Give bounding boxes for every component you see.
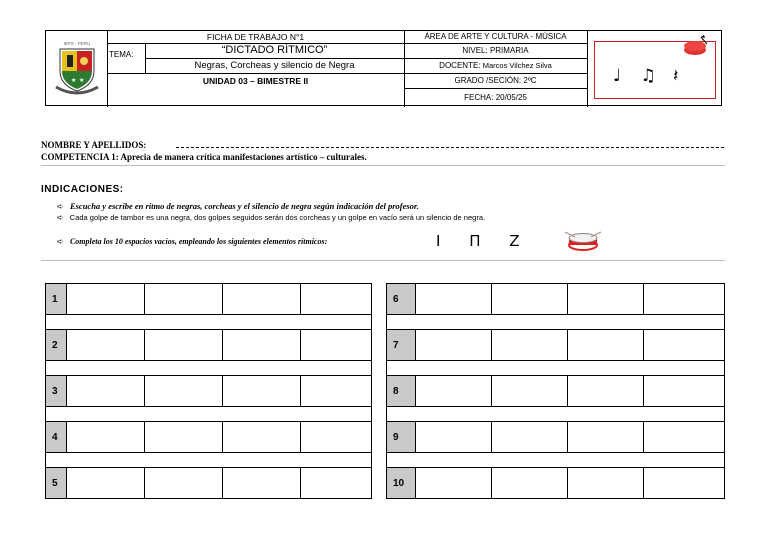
answer-cell[interactable] bbox=[415, 329, 492, 361]
docente-line bbox=[404, 58, 587, 73]
divider bbox=[41, 165, 725, 166]
answer-cell[interactable] bbox=[415, 421, 492, 453]
row-spacer bbox=[45, 452, 372, 468]
negra-symbol: I bbox=[436, 232, 441, 250]
answer-cell[interactable] bbox=[567, 421, 644, 453]
answer-cell[interactable] bbox=[491, 421, 568, 453]
area-label: ÁREA DE ARTE Y CULTURA - MÚSICA bbox=[424, 32, 567, 41]
row-spacer bbox=[386, 314, 725, 330]
topic-subtitle: Negras, Corcheas y silencio de Negra bbox=[194, 60, 355, 71]
answer-cell[interactable] bbox=[567, 283, 644, 315]
exercise-number: 7 bbox=[386, 329, 416, 361]
instruction-item bbox=[57, 237, 327, 246]
answer-cell[interactable] bbox=[491, 467, 568, 499]
answer-cell[interactable] bbox=[643, 375, 725, 407]
row-spacer bbox=[45, 406, 372, 422]
answer-cell[interactable] bbox=[643, 421, 725, 453]
unit-label: UNIDAD 03 – BIMESTRE II bbox=[202, 76, 309, 86]
exercise-number: 1 bbox=[45, 283, 67, 315]
answer-cell[interactable] bbox=[222, 421, 301, 453]
exercise-number: 9 bbox=[386, 421, 416, 453]
answer-cell[interactable] bbox=[66, 467, 145, 499]
exercise-number: 8 bbox=[386, 375, 416, 407]
quarter-rest-icon: 𝄽 bbox=[673, 66, 679, 86]
row-spacer bbox=[45, 360, 372, 376]
answer-cell[interactable] bbox=[491, 375, 568, 407]
answer-cell[interactable] bbox=[567, 375, 644, 407]
answer-cell[interactable] bbox=[222, 283, 301, 315]
school-crest-label: IEPS - PERÚ bbox=[63, 41, 91, 46]
nivel-label: NIVEL: PRIMARIA bbox=[462, 46, 529, 55]
docente-name: Marcos Vilchez Silva bbox=[482, 61, 552, 70]
quarter-note-icon: ♩ bbox=[613, 66, 622, 86]
answer-cell[interactable] bbox=[415, 283, 492, 315]
arrow-icon: ➪ bbox=[57, 237, 64, 246]
svg-text:★: ★ bbox=[79, 77, 85, 84]
drum-icon bbox=[681, 34, 711, 56]
exercise-number: 10 bbox=[386, 467, 416, 499]
answer-cell[interactable] bbox=[300, 329, 372, 361]
exercise-number: 2 bbox=[45, 329, 67, 361]
svg-text:★: ★ bbox=[71, 77, 77, 84]
answer-cell[interactable] bbox=[66, 283, 145, 315]
drum-icon bbox=[563, 230, 603, 252]
answer-cell[interactable] bbox=[567, 329, 644, 361]
answer-cell[interactable] bbox=[300, 283, 372, 315]
rhythm-symbols bbox=[436, 232, 520, 250]
name-label: NOMBRE Y APELLIDOS: bbox=[41, 140, 147, 150]
exercise-number: 4 bbox=[45, 421, 67, 453]
answer-cell[interactable] bbox=[144, 283, 223, 315]
row-spacer bbox=[386, 360, 725, 376]
instruction-text: Completa los 10 espacios vacíos, empleando los siguientes elementos rítmicos: bbox=[69, 237, 328, 246]
rhythm-illustration bbox=[594, 41, 716, 99]
answer-cell[interactable] bbox=[491, 283, 568, 315]
answer-cell[interactable] bbox=[643, 283, 725, 315]
instruction-item bbox=[57, 201, 419, 211]
answer-cell[interactable] bbox=[491, 329, 568, 361]
divider bbox=[41, 260, 725, 261]
answer-cell[interactable] bbox=[66, 421, 145, 453]
exercise-number: 3 bbox=[45, 375, 67, 407]
corcheas-symbol: Π bbox=[469, 232, 481, 250]
instructions-heading: INDICACIONES: bbox=[41, 184, 124, 195]
answer-cell[interactable] bbox=[66, 375, 145, 407]
instruction-item bbox=[57, 213, 485, 222]
answer-cell[interactable] bbox=[222, 375, 301, 407]
competencia-label: COMPETENCIA 1: Aprecia de manera crítica manifestaciones artístico – culturales. bbox=[41, 152, 367, 162]
answer-cell[interactable] bbox=[144, 329, 223, 361]
arrow-icon: ➪ bbox=[57, 213, 64, 222]
answer-cell[interactable] bbox=[415, 467, 492, 499]
grado-label: GRADO /SECIÓN: 2ºC bbox=[454, 76, 537, 85]
row-spacer bbox=[45, 314, 372, 330]
answer-cell[interactable] bbox=[643, 467, 725, 499]
eighth-notes-icon: ♫ bbox=[640, 66, 656, 86]
row-spacer bbox=[386, 406, 725, 422]
answer-cell[interactable] bbox=[222, 329, 301, 361]
answer-cell[interactable] bbox=[144, 467, 223, 499]
worksheet-title: FICHA DE TRABAJO N°1 bbox=[206, 32, 305, 42]
answer-cell[interactable] bbox=[643, 329, 725, 361]
arrow-icon: ➪ bbox=[57, 202, 64, 211]
exercise-number: 5 bbox=[45, 467, 67, 499]
silencio-symbol: Z bbox=[509, 232, 520, 250]
answer-cell[interactable] bbox=[144, 421, 223, 453]
answer-cell[interactable] bbox=[415, 375, 492, 407]
tema-label: TEMA: bbox=[109, 50, 134, 59]
answer-cell[interactable] bbox=[144, 375, 223, 407]
answer-cell[interactable] bbox=[300, 421, 372, 453]
instruction-text: Cada golpe de tambor es una negra, dos golpes seguidos serán dos corcheas y un golpe en vacío será un silencio de negra. bbox=[69, 213, 486, 222]
exercise-number: 6 bbox=[386, 283, 416, 315]
header-table bbox=[45, 30, 722, 106]
answer-cell[interactable] bbox=[567, 467, 644, 499]
docente-label: DOCENTE: bbox=[439, 61, 481, 70]
school-crest-logo bbox=[52, 37, 102, 101]
answer-cell[interactable] bbox=[300, 467, 372, 499]
name-field-line[interactable] bbox=[176, 147, 724, 148]
instruction-text: Escucha y escribe en ritmo de negras, corcheas y el silencio de negra según indicación del profesor. bbox=[69, 201, 419, 211]
answer-cell[interactable] bbox=[66, 329, 145, 361]
answer-cell[interactable] bbox=[222, 467, 301, 499]
row-spacer bbox=[386, 452, 725, 468]
fecha-label: FECHA: 20/05/25 bbox=[464, 93, 527, 102]
dictado-title: “DICTADO RÍTMICO” bbox=[221, 44, 328, 56]
answer-cell[interactable] bbox=[300, 375, 372, 407]
